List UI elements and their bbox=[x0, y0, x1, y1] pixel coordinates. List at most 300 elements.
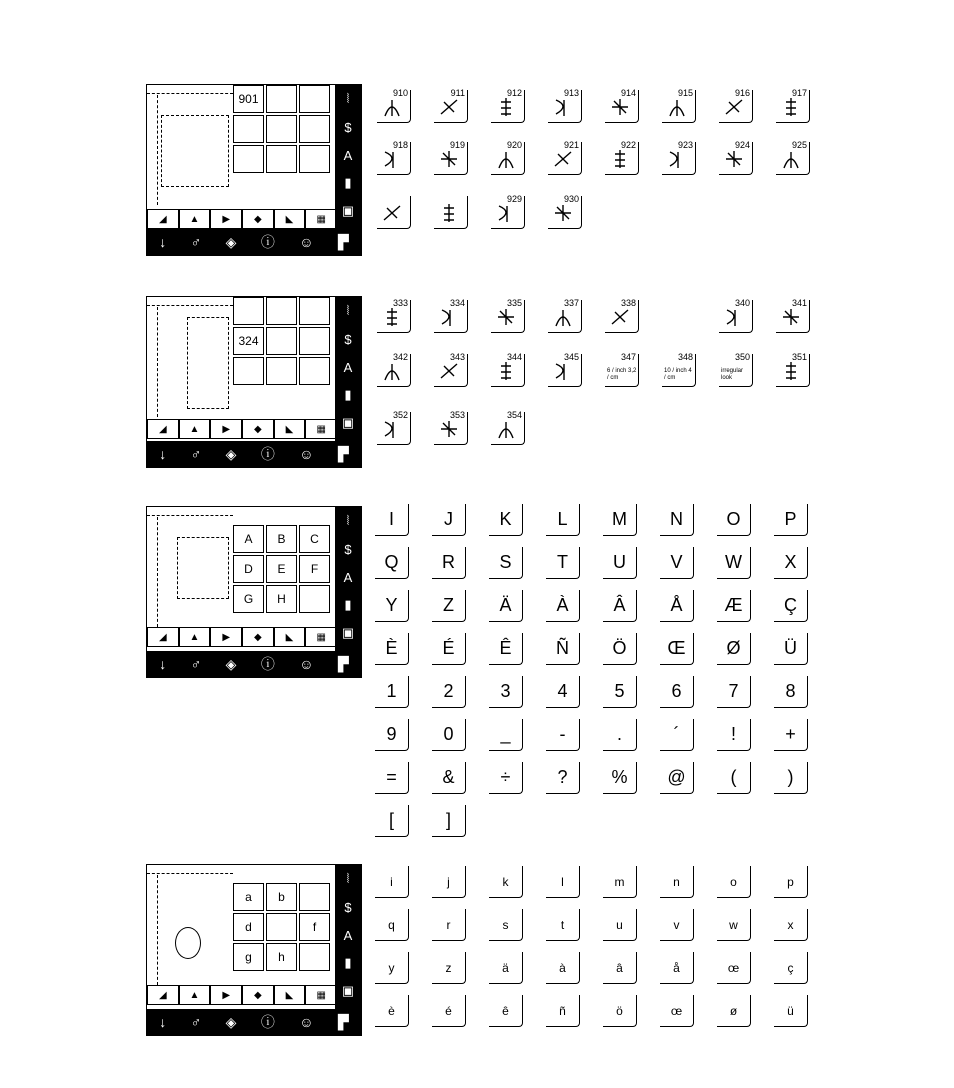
letter-key[interactable]: ) bbox=[774, 762, 808, 794]
tool-f[interactable]: ▦ bbox=[305, 985, 337, 1005]
help-icon[interactable]: ☺ bbox=[299, 1014, 314, 1030]
stitch-number: 912 bbox=[506, 88, 522, 98]
ruler-vertical bbox=[147, 517, 158, 627]
tool-f[interactable]: ▦ bbox=[305, 209, 337, 229]
tool-a[interactable]: ◢ bbox=[147, 985, 179, 1005]
grid-cell[interactable]: H bbox=[266, 585, 297, 613]
letter-key[interactable]: Ø bbox=[717, 633, 751, 665]
letter-key[interactable]: p bbox=[774, 866, 808, 898]
tool-c[interactable]: ▶ bbox=[210, 627, 242, 647]
grid-cell[interactable] bbox=[299, 297, 330, 325]
grid-cell[interactable] bbox=[299, 327, 330, 355]
grid-cell[interactable]: D bbox=[233, 555, 264, 583]
stitch-pattern-icon bbox=[381, 360, 403, 382]
stitch-tile[interactable] bbox=[548, 300, 582, 333]
letter-key[interactable]: ´ bbox=[660, 719, 694, 751]
letter-key[interactable]: â bbox=[603, 952, 637, 984]
letter-key[interactable]: ø bbox=[717, 995, 751, 1027]
letter-key[interactable]: I bbox=[375, 504, 409, 536]
ruler-vertical bbox=[147, 875, 158, 985]
stitch-tile[interactable] bbox=[434, 196, 468, 229]
needle-icon[interactable]: ↓ bbox=[159, 446, 167, 462]
ruler-vertical bbox=[147, 307, 158, 417]
grid-cell[interactable] bbox=[299, 357, 330, 385]
tool-c[interactable]: ▶ bbox=[210, 419, 242, 439]
letter-key[interactable]: @ bbox=[660, 762, 694, 794]
grid-cell[interactable]: 901 bbox=[233, 85, 264, 113]
tool-e[interactable]: ◣ bbox=[274, 985, 306, 1005]
stitch-density-label: irregular look bbox=[721, 368, 744, 381]
stitch-number: 917 bbox=[791, 88, 807, 98]
letter-key[interactable]: s bbox=[489, 909, 523, 941]
stitch-tile[interactable] bbox=[491, 412, 525, 445]
letter-key[interactable]: + bbox=[774, 719, 808, 751]
stitch-tile[interactable] bbox=[605, 300, 639, 333]
tool-f[interactable]: ▦ bbox=[305, 627, 337, 647]
stitch-number: 351 bbox=[791, 352, 807, 362]
letter-key[interactable]: V bbox=[660, 547, 694, 579]
thread-icon[interactable]: ⦚ bbox=[346, 91, 350, 106]
stitch-pattern-icon bbox=[381, 418, 403, 440]
stitch-tile[interactable] bbox=[377, 90, 411, 123]
needle-icon[interactable]: ↓ bbox=[159, 1014, 167, 1030]
stitch-tile[interactable] bbox=[434, 300, 468, 333]
letter-key[interactable]: Ê bbox=[489, 633, 523, 665]
bar-icon[interactable]: ▮ bbox=[344, 387, 352, 402]
letter-key[interactable]: 4 bbox=[546, 676, 580, 708]
letter-key[interactable]: 7 bbox=[717, 676, 751, 708]
stitch-number: 333 bbox=[392, 298, 408, 308]
letter-key[interactable]: P bbox=[774, 504, 808, 536]
bottom-toolbar bbox=[147, 441, 361, 467]
stitch-pattern-icon bbox=[438, 418, 460, 440]
letter-key[interactable]: ñ bbox=[546, 995, 580, 1027]
stitch-tile[interactable] bbox=[548, 354, 582, 387]
letter-key[interactable]: Ä bbox=[489, 590, 523, 622]
preview-frame bbox=[177, 537, 229, 599]
stitch-number: 338 bbox=[620, 298, 636, 308]
letter-key[interactable]: ö bbox=[603, 995, 637, 1027]
tool-a[interactable]: ◢ bbox=[147, 419, 179, 439]
stitch-pattern-icon bbox=[381, 96, 403, 118]
ruler-horizontal bbox=[147, 507, 233, 516]
stitch-number: 911 bbox=[450, 88, 465, 98]
letter-key[interactable]: [ bbox=[375, 805, 409, 837]
help-icon[interactable]: ☺ bbox=[299, 656, 314, 672]
stitch-pattern-icon bbox=[438, 360, 460, 382]
letter-key[interactable]: L bbox=[546, 504, 580, 536]
tool-d[interactable]: ◆ bbox=[242, 985, 274, 1005]
stitch-number: 918 bbox=[392, 140, 408, 150]
grid-cell[interactable] bbox=[299, 943, 330, 971]
stitch-pattern-icon bbox=[495, 202, 517, 224]
stitch-tile[interactable] bbox=[719, 300, 753, 333]
stitch-icon[interactable]: $ bbox=[344, 899, 352, 915]
foot-icon[interactable]: ♂ bbox=[190, 656, 202, 672]
info-icon[interactable]: ⓘ bbox=[260, 656, 275, 672]
tool-f[interactable]: ▦ bbox=[305, 419, 337, 439]
stitch-pattern-icon bbox=[438, 96, 460, 118]
bottom-toolbar bbox=[147, 651, 361, 677]
letter-key[interactable]: œ bbox=[660, 995, 694, 1027]
stitch-tile[interactable] bbox=[776, 142, 810, 175]
letter-key[interactable]: Â bbox=[603, 590, 637, 622]
home-icon[interactable]: ◈ bbox=[225, 445, 237, 462]
letter-key[interactable]: y bbox=[375, 952, 409, 984]
stitch-icon[interactable]: $ bbox=[344, 331, 352, 347]
stitch-tile[interactable] bbox=[491, 142, 525, 175]
stitch-pattern-icon bbox=[609, 148, 631, 170]
stitch-tile[interactable] bbox=[434, 90, 468, 123]
letter-key[interactable]: ä bbox=[489, 952, 523, 984]
letter-key[interactable]: ] bbox=[432, 805, 466, 837]
stitch-pattern-icon bbox=[609, 306, 631, 328]
stitch-pattern-icon bbox=[609, 96, 631, 118]
grid-cell[interactable] bbox=[233, 297, 264, 325]
stitch-pattern-icon bbox=[381, 148, 403, 170]
letter-key[interactable]: 0 bbox=[432, 719, 466, 751]
grid-cell[interactable] bbox=[266, 357, 297, 385]
tool-e[interactable]: ◣ bbox=[274, 209, 306, 229]
grid-cell[interactable] bbox=[299, 585, 330, 613]
letter-key[interactable]: ê bbox=[489, 995, 523, 1027]
letter-key[interactable]: 9 bbox=[375, 719, 409, 751]
grid-cell[interactable] bbox=[266, 145, 297, 173]
grid-cell[interactable]: B bbox=[266, 525, 297, 553]
stitch-tile[interactable] bbox=[605, 142, 639, 175]
info-icon[interactable]: ⓘ bbox=[260, 1014, 275, 1030]
stitch-tile[interactable] bbox=[548, 142, 582, 175]
tool-e[interactable]: ◣ bbox=[274, 419, 306, 439]
letter-key[interactable]: v bbox=[660, 909, 694, 941]
bar-icon[interactable]: ▮ bbox=[344, 955, 352, 970]
letter-key[interactable]: Œ bbox=[660, 633, 694, 665]
bar-icon[interactable]: ▮ bbox=[344, 597, 352, 612]
stitch-icon[interactable]: $ bbox=[344, 119, 352, 135]
stitch-tile[interactable] bbox=[776, 300, 810, 333]
home-icon[interactable]: ◈ bbox=[225, 233, 237, 250]
alpha-icon[interactable]: A bbox=[343, 927, 353, 943]
stitch-number: 924 bbox=[734, 140, 750, 150]
stitch-number: 353 bbox=[449, 410, 465, 420]
grid-cell[interactable] bbox=[266, 115, 297, 143]
alpha-icon[interactable]: A bbox=[343, 569, 353, 585]
stitch-tile[interactable] bbox=[434, 142, 468, 175]
stitch-density-label: 6 / inch 3,2 / cm bbox=[607, 368, 637, 381]
letter-key[interactable]: w bbox=[717, 909, 751, 941]
letter-key[interactable]: z bbox=[432, 952, 466, 984]
grid-cell[interactable]: b bbox=[266, 883, 297, 911]
stitch-tile[interactable] bbox=[719, 354, 753, 387]
thread-icon[interactable]: ⦚ bbox=[346, 303, 350, 318]
grid-cell[interactable]: E bbox=[266, 555, 297, 583]
stitch-pattern-icon bbox=[552, 306, 574, 328]
tool-a[interactable]: ◢ bbox=[147, 209, 179, 229]
grid-cell[interactable] bbox=[299, 145, 330, 173]
alpha-icon[interactable]: A bbox=[343, 147, 353, 163]
letter-key[interactable]: u bbox=[603, 909, 637, 941]
setup-icon[interactable]: ▛ bbox=[337, 233, 349, 250]
letter-key[interactable]: 6 bbox=[660, 676, 694, 708]
letter-key[interactable]: À bbox=[546, 590, 580, 622]
grid-cell[interactable]: F bbox=[299, 555, 330, 583]
info-icon[interactable]: ⓘ bbox=[260, 446, 275, 462]
grid-cell[interactable] bbox=[266, 85, 297, 113]
grid-cell[interactable] bbox=[299, 883, 330, 911]
stitch-tile[interactable] bbox=[776, 90, 810, 123]
stitch-tile[interactable] bbox=[377, 412, 411, 445]
menu-icon[interactable]: ▣ bbox=[341, 415, 355, 430]
letter-key[interactable]: . bbox=[603, 719, 637, 751]
letter-key[interactable]: O bbox=[717, 504, 751, 536]
letter-key[interactable]: Å bbox=[660, 590, 694, 622]
letter-key[interactable]: t bbox=[546, 909, 580, 941]
grid-cell[interactable]: C bbox=[299, 525, 330, 553]
stitch-tile[interactable] bbox=[491, 354, 525, 387]
ruler-horizontal bbox=[147, 297, 233, 306]
stitch-tile[interactable] bbox=[491, 300, 525, 333]
grid-cell[interactable]: d bbox=[233, 913, 264, 941]
stitch-tile[interactable] bbox=[377, 354, 411, 387]
tool-d[interactable]: ◆ bbox=[242, 419, 274, 439]
letter-key[interactable]: & bbox=[432, 762, 466, 794]
stitch-number: 930 bbox=[563, 194, 579, 204]
stitch-number: 923 bbox=[677, 140, 693, 150]
stitch-pattern-icon bbox=[438, 148, 460, 170]
grid-cell[interactable]: h bbox=[266, 943, 297, 971]
letter-key[interactable]: Z bbox=[432, 590, 466, 622]
help-icon[interactable]: ☺ bbox=[299, 234, 314, 250]
info-icon[interactable]: ⓘ bbox=[260, 234, 275, 250]
grid-cell[interactable] bbox=[233, 357, 264, 385]
stitch-pattern-icon bbox=[495, 96, 517, 118]
letter-key[interactable]: 2 bbox=[432, 676, 466, 708]
tool-b[interactable]: ▲ bbox=[179, 209, 211, 229]
stitch-tile[interactable] bbox=[491, 90, 525, 123]
grid-cell[interactable]: A bbox=[233, 525, 264, 553]
grid-cell[interactable] bbox=[266, 297, 297, 325]
stitch-number: 344 bbox=[506, 352, 522, 362]
setup-icon[interactable]: ▛ bbox=[337, 1013, 349, 1030]
stitch-tile[interactable] bbox=[548, 196, 582, 229]
letter-key[interactable]: = bbox=[375, 762, 409, 794]
stitch-number: 350 bbox=[734, 352, 750, 362]
stitch-number: 352 bbox=[392, 410, 408, 420]
tool-a[interactable]: ◢ bbox=[147, 627, 179, 647]
letter-key[interactable]: o bbox=[717, 866, 751, 898]
preview-frame bbox=[175, 927, 201, 959]
letter-key[interactable]: _ bbox=[489, 719, 523, 751]
stitch-number: 925 bbox=[791, 140, 807, 150]
letter-key[interactable]: Y bbox=[375, 590, 409, 622]
stitch-density-label: 10 / inch 4 / cm bbox=[664, 368, 692, 381]
letter-key[interactable]: n bbox=[660, 866, 694, 898]
stitch-tile[interactable] bbox=[434, 412, 468, 445]
stitch-tile[interactable] bbox=[662, 90, 696, 123]
grid-cell[interactable] bbox=[266, 913, 297, 941]
letter-key[interactable]: Æ bbox=[717, 590, 751, 622]
letter-key[interactable]: è bbox=[375, 995, 409, 1027]
letter-key[interactable]: S bbox=[489, 547, 523, 579]
letter-key[interactable]: ü bbox=[774, 995, 808, 1027]
stitch-number: 348 bbox=[677, 352, 693, 362]
letter-key[interactable]: Ç bbox=[774, 590, 808, 622]
stitch-number: 913 bbox=[563, 88, 579, 98]
letter-key[interactable]: ? bbox=[546, 762, 580, 794]
stitch-tile[interactable] bbox=[605, 90, 639, 123]
menu-icon[interactable]: ▣ bbox=[341, 203, 355, 218]
foot-icon[interactable]: ♂ bbox=[190, 234, 202, 250]
stitch-tile[interactable] bbox=[491, 196, 525, 229]
stitch-number: 929 bbox=[506, 194, 522, 204]
letter-key[interactable]: x bbox=[774, 909, 808, 941]
home-icon[interactable]: ◈ bbox=[225, 1013, 237, 1030]
help-icon[interactable]: ☺ bbox=[299, 446, 314, 462]
stitch-tile[interactable] bbox=[434, 354, 468, 387]
letter-key[interactable]: 8 bbox=[774, 676, 808, 708]
stitch-number: 920 bbox=[506, 140, 522, 150]
stitch-tile[interactable] bbox=[377, 142, 411, 175]
stitch-icon[interactable]: $ bbox=[344, 541, 352, 557]
tool-b[interactable]: ▲ bbox=[179, 627, 211, 647]
letter-key[interactable]: É bbox=[432, 633, 466, 665]
letter-key[interactable]: œ bbox=[717, 952, 751, 984]
stitch-grid bbox=[233, 297, 333, 385]
grid-cell[interactable]: g bbox=[233, 943, 264, 971]
letter-key[interactable]: 5 bbox=[603, 676, 637, 708]
letter-key[interactable]: ÷ bbox=[489, 762, 523, 794]
letter-key[interactable]: K bbox=[489, 504, 523, 536]
letter-key[interactable]: È bbox=[375, 633, 409, 665]
tool-e[interactable]: ◣ bbox=[274, 627, 306, 647]
stitch-pattern-icon bbox=[438, 202, 460, 224]
stitch-tile[interactable] bbox=[776, 354, 810, 387]
stitch-tile[interactable] bbox=[662, 354, 696, 387]
tool-row-2 bbox=[147, 419, 337, 439]
tool-d[interactable]: ◆ bbox=[242, 627, 274, 647]
letter-key[interactable]: j bbox=[432, 866, 466, 898]
stitch-number: 342 bbox=[392, 352, 408, 362]
setup-icon[interactable]: ▛ bbox=[337, 655, 349, 672]
letter-key[interactable]: J bbox=[432, 504, 466, 536]
letter-key[interactable]: ! bbox=[717, 719, 751, 751]
needle-icon[interactable]: ↓ bbox=[159, 656, 167, 672]
grid-cell[interactable] bbox=[233, 145, 264, 173]
tool-b[interactable]: ▲ bbox=[179, 985, 211, 1005]
letter-key[interactable]: X bbox=[774, 547, 808, 579]
stitch-tile[interactable] bbox=[719, 90, 753, 123]
stitch-tile[interactable] bbox=[605, 354, 639, 387]
letter-key[interactable]: R bbox=[432, 547, 466, 579]
letter-key[interactable]: M bbox=[603, 504, 637, 536]
letter-key[interactable]: r bbox=[432, 909, 466, 941]
letter-key[interactable]: - bbox=[546, 719, 580, 751]
machine-screen-4 bbox=[146, 864, 362, 1036]
ruler-vertical bbox=[147, 95, 158, 205]
grid-cell[interactable]: f bbox=[299, 913, 330, 941]
stitch-number: 341 bbox=[791, 298, 807, 308]
letter-key[interactable]: l bbox=[546, 866, 580, 898]
tool-c[interactable]: ▶ bbox=[210, 985, 242, 1005]
home-icon[interactable]: ◈ bbox=[225, 655, 237, 672]
letter-key[interactable]: T bbox=[546, 547, 580, 579]
bottom-toolbar bbox=[147, 229, 361, 255]
letter-key[interactable]: à bbox=[546, 952, 580, 984]
stitch-number: 922 bbox=[620, 140, 636, 150]
stitch-number: 334 bbox=[449, 298, 465, 308]
stitch-pattern-icon bbox=[552, 148, 574, 170]
tool-c[interactable]: ▶ bbox=[210, 209, 242, 229]
grid-cell[interactable]: G bbox=[233, 585, 264, 613]
letter-key[interactable]: i bbox=[375, 866, 409, 898]
stitch-number: 919 bbox=[449, 140, 465, 150]
machine-screen-3 bbox=[146, 506, 362, 678]
tool-d[interactable]: ◆ bbox=[242, 209, 274, 229]
stitch-pattern-icon bbox=[438, 306, 460, 328]
tool-b[interactable]: ▲ bbox=[179, 419, 211, 439]
letter-key[interactable]: å bbox=[660, 952, 694, 984]
preview-frame bbox=[187, 317, 229, 409]
letter-grid bbox=[233, 883, 333, 971]
foot-icon[interactable]: ♂ bbox=[190, 1014, 202, 1030]
grid-cell[interactable] bbox=[299, 85, 330, 113]
letter-key[interactable]: U bbox=[603, 547, 637, 579]
letter-key[interactable]: é bbox=[432, 995, 466, 1027]
menu-icon[interactable]: ▣ bbox=[341, 983, 355, 998]
stitch-pattern-icon bbox=[780, 306, 802, 328]
grid-cell[interactable] bbox=[233, 115, 264, 143]
stitch-number: 345 bbox=[563, 352, 579, 362]
stitch-pattern-icon bbox=[780, 96, 802, 118]
stitch-tile[interactable] bbox=[662, 142, 696, 175]
letter-key[interactable]: 3 bbox=[489, 676, 523, 708]
stitch-tile[interactable] bbox=[719, 142, 753, 175]
letter-key[interactable]: N bbox=[660, 504, 694, 536]
letter-key[interactable]: m bbox=[603, 866, 637, 898]
letter-key[interactable]: ç bbox=[774, 952, 808, 984]
letter-key[interactable]: Q bbox=[375, 547, 409, 579]
letter-key[interactable]: W bbox=[717, 547, 751, 579]
grid-cell[interactable]: a bbox=[233, 883, 264, 911]
bar-icon[interactable]: ▮ bbox=[344, 175, 352, 190]
foot-icon[interactable]: ♂ bbox=[190, 446, 202, 462]
letter-key[interactable]: Ñ bbox=[546, 633, 580, 665]
stitch-pattern-icon bbox=[723, 96, 745, 118]
needle-icon[interactable]: ↓ bbox=[159, 234, 167, 250]
grid-cell[interactable] bbox=[299, 115, 330, 143]
letter-key[interactable]: % bbox=[603, 762, 637, 794]
stitch-tile[interactable] bbox=[377, 300, 411, 333]
letter-key[interactable]: k bbox=[489, 866, 523, 898]
stitch-pattern-icon bbox=[381, 306, 403, 328]
machine-screen-1 bbox=[146, 84, 362, 256]
letter-key[interactable]: q bbox=[375, 909, 409, 941]
menu-icon[interactable]: ▣ bbox=[341, 625, 355, 640]
stitch-tile[interactable] bbox=[548, 90, 582, 123]
letter-key[interactable]: ( bbox=[717, 762, 751, 794]
letter-key[interactable]: Ü bbox=[774, 633, 808, 665]
thread-icon[interactable]: ⦚ bbox=[346, 871, 350, 886]
grid-cell[interactable]: 324 bbox=[233, 327, 264, 355]
grid-cell[interactable] bbox=[266, 327, 297, 355]
letter-key[interactable]: Ö bbox=[603, 633, 637, 665]
thread-icon[interactable]: ⦚ bbox=[346, 513, 350, 528]
alpha-icon[interactable]: A bbox=[343, 359, 353, 375]
stitch-tile[interactable] bbox=[377, 196, 411, 229]
stitch-number: 921 bbox=[563, 140, 579, 150]
setup-icon[interactable]: ▛ bbox=[337, 445, 349, 462]
letter-key[interactable]: 1 bbox=[375, 676, 409, 708]
